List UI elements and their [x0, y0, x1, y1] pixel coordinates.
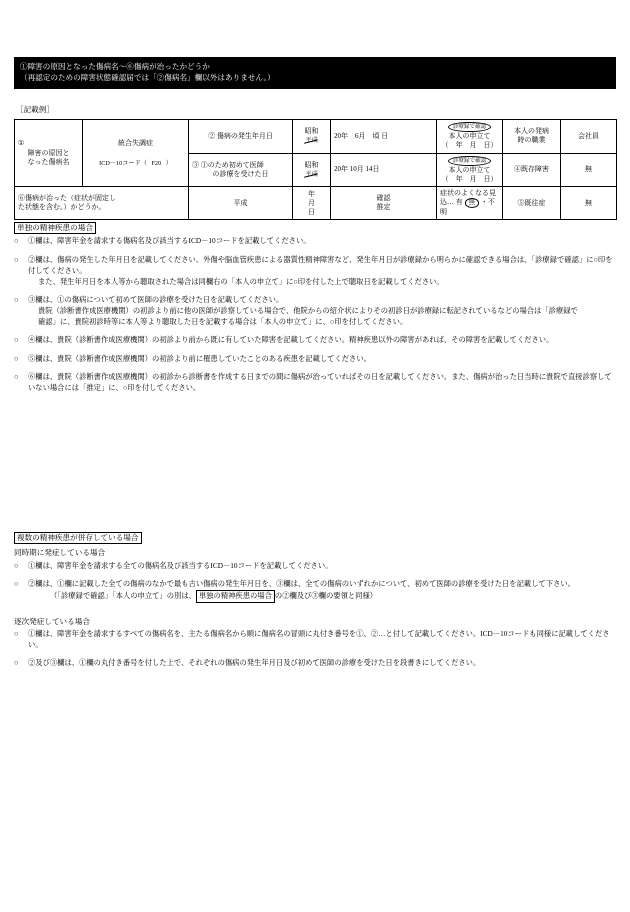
era-showa: 昭和	[304, 127, 319, 136]
outlook-no-circled: 無	[465, 198, 480, 208]
icd-code-prefix: ICD－10コード（	[99, 159, 147, 167]
onset-label: 傷病の発生年月日	[216, 131, 273, 140]
cell-onset-era	[293, 120, 331, 154]
cell-past-history-value: 無	[561, 187, 617, 220]
firstvisit-num: ③	[192, 160, 199, 169]
era-heisei-struck: 平成	[305, 137, 318, 145]
list-item-text: ③欄は、①の傷病について初めて医師の診療を受けた日を記載してください。	[28, 295, 284, 304]
list-item	[14, 236, 618, 247]
section-multiple-sub1-title: 同時期に発症している場合	[14, 548, 106, 558]
list-item-text: ①欄は、障害年金を請求する傷病名及び該当するICD－10コードを記載してください。	[28, 236, 311, 246]
list-item-text: ⑤欄は、貴院（診断書作成医療機関）の初診より前に罹患していたことのある疾患を記載してください。	[28, 353, 371, 363]
header-line-2: （再認定のための障害状態確認届では「②傷病名」欄以外はありません。）	[20, 73, 275, 83]
confirm-honnin-line1: 本人の申立て	[448, 132, 491, 141]
cell-occupation-value: 会社員	[561, 120, 617, 154]
confirm-honnin-line2-2: （ 年 月 日）	[441, 175, 498, 184]
firstvisit-date-value: 20年 10月 14日	[334, 165, 380, 174]
occupation-label-line1: 本人の発病	[514, 127, 549, 136]
list-item-text: ①欄は、障害年金を請求する全ての傷病名及び該当するICD－10コードを記載してください。	[28, 560, 333, 570]
icd-code-suffix: ）	[165, 159, 172, 167]
disease-name-value: 統合失調症	[118, 138, 153, 147]
header-line-1: ①障害の原因となった傷病名～⑥傷病が治ったかどうか	[20, 62, 210, 71]
section-multiple-sub1-items	[14, 561, 618, 603]
cured-date-blanks: 年 月 日	[308, 189, 336, 216]
list-item-subtext: また、発生年月日を本人等から聴取された場合は同欄右の「本人の申立て」に○印を付した上で聴取日を記載してください。	[38, 276, 444, 286]
bullet-circle-icon: ○	[14, 236, 19, 246]
section-single-title-text: 単独の精神疾患の場合	[14, 222, 96, 234]
list-item	[14, 629, 618, 651]
section-multiple-sub2-items	[14, 629, 618, 669]
list-item-note	[28, 590, 618, 603]
table-row	[15, 187, 617, 220]
outlook-unknown: ・不明	[440, 198, 495, 217]
list-item-subtext-2: 確認」に、貴院初診時等に本人等より聴取した日を記載する場合は「本人の申立て」に、○印を付してください。	[38, 316, 408, 326]
cell-disease-value	[83, 120, 189, 187]
list-item-text: ⑥欄は、貴院（診断書作成医療機関）の初診から診断書を作成する日までの間に傷病が治っていればその日を記載してください。また、傷病が治った日当時に貴院で直接診察していない場合には「推定」に、○印を付してください。	[28, 372, 612, 393]
firstvisit-label-line2: の診療を受けた日	[212, 169, 269, 178]
list-item-text: ①欄は、障害年金を請求するすべての傷病名を、主たる傷病名から順に傷病名の冒頭に丸付き番号を①、②…と付して記載してください。ICD－10コードも同様に記載してください。	[28, 629, 610, 649]
list-item	[14, 372, 618, 394]
cell-outlook	[437, 187, 503, 220]
confirm-shinryo-label-2: 診療録で確認	[448, 156, 492, 166]
bullet-circle-icon: ○	[14, 335, 19, 345]
cured-confirm-kakunin: 確認	[376, 194, 391, 203]
note-prefix: （「診療録で確認」「本人の申立て」の別は、	[50, 590, 196, 600]
cell-cured-era	[189, 187, 293, 220]
confirm-shinryo-label: 診療録で確認	[448, 122, 492, 132]
list-item	[14, 255, 618, 288]
outlook-yes: 有	[455, 198, 463, 207]
cell-onset-label	[189, 120, 293, 154]
cell-cured-confirm	[331, 187, 437, 220]
cell-firstvisit-label	[189, 153, 293, 187]
section-multiple-title-text: 複数の精神疾患が併存している場合	[14, 532, 142, 544]
confirm-honnin-line2: （ 年 月 日）	[441, 141, 498, 150]
confirm-honnin-line1-2: 本人の申立て	[448, 165, 491, 174]
outlook-label: 症状のよくなる見込…	[440, 189, 496, 207]
cell-firstvisit-date	[331, 153, 437, 187]
cell-onset-date	[331, 120, 437, 154]
cell-firstvisit-era	[293, 153, 331, 187]
list-item	[14, 295, 618, 328]
bullet-circle-icon: ○	[14, 560, 19, 570]
list-item-text: ④欄は、貴院（診断書作成医療機関）の初診より前から既に有していた障害を記載してください。精神疾患以外の障害があれば、その障害を記載してください。	[28, 335, 554, 345]
list-item-text: ②欄は、傷病の発生した年月日を記載してください。外傷や脳血管疾患による器質性精神障害など、発生年月日が診療録から明らかに確認できる場合は、「診療録で確認」に○印を付してください。	[28, 254, 613, 275]
list-item-text: ②及び③欄は、①欄の丸付き番号を付した上で、それぞれの傷病の発生年月日及び初めて医師の診療を受けた日を段書きにしてください。	[28, 658, 481, 668]
cured-era-heisei: 平成	[233, 198, 248, 207]
cell-cured-date	[293, 187, 336, 220]
confirm-shinryo-oval	[440, 122, 499, 132]
firstvisit-label-line1: ①のため初めて医師	[200, 160, 264, 169]
header-banner	[14, 57, 616, 89]
cell-existing-disability-value: 無	[561, 153, 617, 187]
bullet-circle-icon: ○	[14, 372, 19, 382]
bullet-circle-icon: ○	[14, 629, 19, 639]
section-single-items	[14, 236, 618, 394]
icd-code-value: F20	[151, 159, 162, 167]
cured-label-line1: ⑥傷病が治った（症状が固定し	[18, 194, 116, 203]
bullet-circle-icon: ○	[14, 254, 19, 264]
table-row	[15, 120, 617, 154]
cured-confirm-suitei: 推定	[376, 203, 391, 212]
section-single-disorder	[14, 222, 618, 402]
section-multiple-sub2-title: 逐次発症している場合	[14, 616, 90, 626]
cell-onset-confirm	[437, 120, 503, 154]
section-multiple-disorders	[14, 532, 618, 677]
note-suffix: の②欄及び③欄の要領と同様）	[274, 590, 378, 600]
cell-disease-label-line1: ①	[18, 139, 25, 148]
bullet-circle-icon: ○	[14, 295, 19, 304]
cell-occupation-label	[503, 120, 561, 154]
list-item	[14, 354, 618, 365]
confirm-shinryo-oval-2	[440, 156, 499, 166]
list-item	[14, 335, 618, 346]
firstvisit-num-label	[192, 161, 289, 170]
bullet-circle-icon: ○	[14, 578, 19, 588]
list-item	[14, 658, 618, 669]
era-heisei-struck-2: 平成	[305, 170, 318, 178]
section-multiple-title	[14, 532, 618, 544]
list-item-text: ②欄は、①欄に記載した全ての傷病のなかで最も古い傷病の発生年月日を、③欄は、全ての傷病のいずれかについて、初めて医師の診療を受けた日を記載して下さい。	[28, 578, 575, 588]
cured-label-line2: た状態を含む。）かどうか。	[18, 203, 106, 212]
list-item	[14, 561, 618, 572]
onset-num: ②	[208, 131, 216, 140]
form-table	[14, 119, 617, 220]
bullet-circle-icon: ○	[14, 658, 19, 668]
cell-disease-label-line2: 障害の原因と	[27, 148, 70, 157]
icd-code-row	[86, 160, 185, 168]
cell-disease-label	[15, 120, 83, 187]
form-table-wrapper	[14, 119, 616, 220]
era-showa-2: 昭和	[304, 160, 319, 169]
cell-disease-label-line3: なった傷病名	[27, 157, 70, 166]
occupation-label-line2: 時の職業	[517, 136, 546, 145]
list-item-subtext-1: 貴院（診断書作成医療機関）の初診より前に他の医師が診察している場合で、他院からの紹介状によりその初診日が診療録に転記されているなどの場合は「診療録で	[38, 305, 578, 315]
section-single-title	[14, 222, 618, 234]
example-label: ［記載例］	[16, 105, 54, 114]
cell-cured-label	[15, 187, 189, 220]
cell-firstvisit-confirm	[437, 153, 503, 187]
onset-date-value: 20年 6月 頃 日	[334, 131, 389, 140]
note-boxed-ref: 単独の精神疾患の場合	[196, 590, 275, 603]
list-item	[14, 579, 618, 603]
cell-existing-disability-label: ④既存障害	[503, 153, 561, 187]
bullet-circle-icon: ○	[14, 353, 19, 363]
cell-past-history-label: ⑤既往症	[503, 187, 561, 220]
